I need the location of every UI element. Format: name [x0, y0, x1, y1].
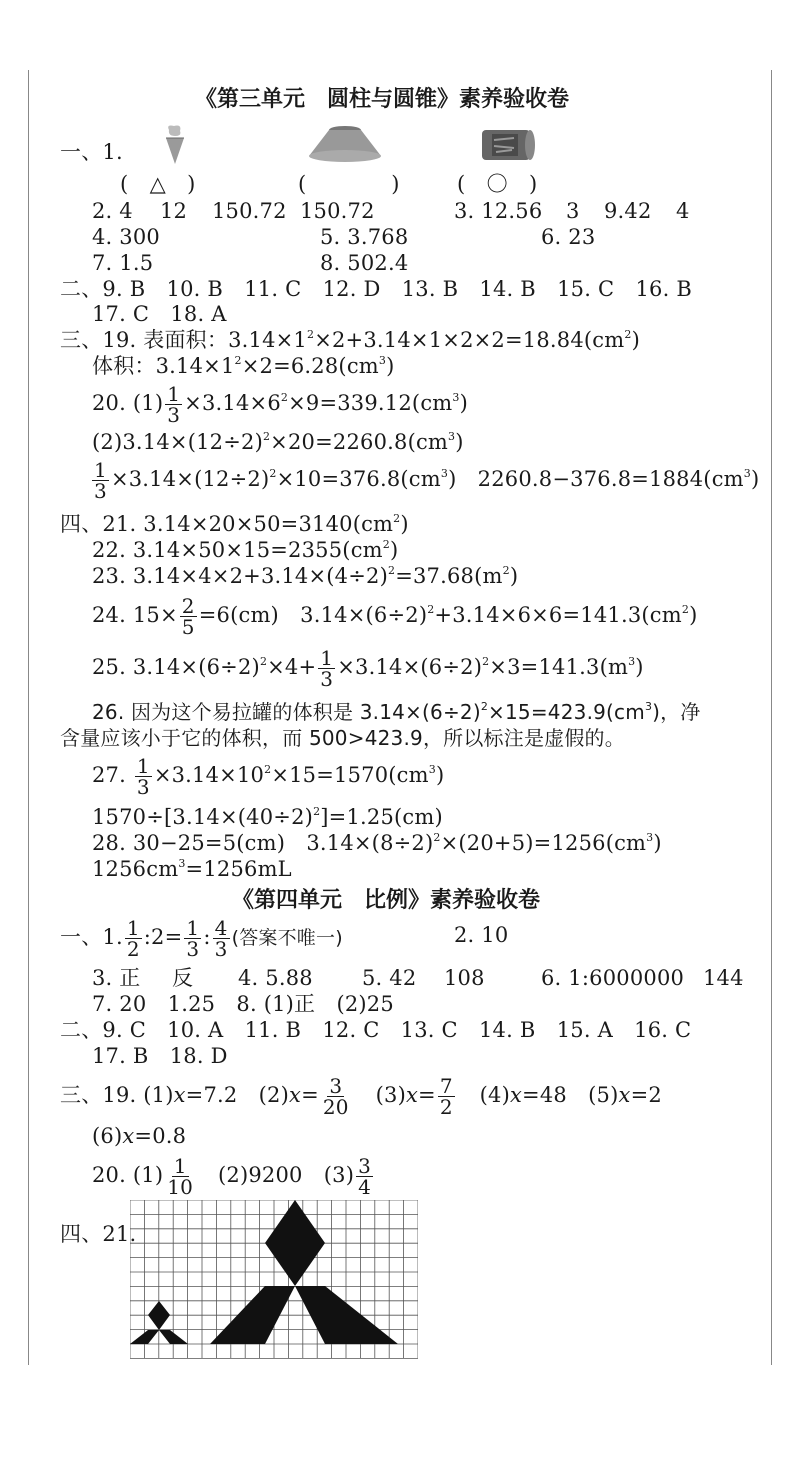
frustum-image: [305, 124, 385, 164]
u4-answer-4: 4. 5.88: [238, 966, 313, 990]
answer-6: 6. 23: [541, 225, 596, 249]
answer-3-d: 4: [676, 199, 690, 223]
q28-second: $1256cm^3=1256mL$: [92, 857, 292, 881]
can-image: [478, 126, 536, 164]
u4-answer-5a: 5. 42: [362, 966, 417, 990]
answer-3-a: 3. 12.56: [454, 199, 543, 223]
u4-section2-line2: 17. B 18. D: [92, 1044, 228, 1068]
section2-line2: 17. C 18. A: [92, 302, 227, 326]
q26-line2: 含量应该小于它的体积，而 500>423.9，所以标注是虚假的。: [60, 726, 625, 750]
u4-q1: 一、1. $\frac{1}{2}$ :2= $\frac{1}{3}$ : $\frac{4}{3}$ (答案不唯一): [60, 916, 343, 961]
q1-label: 一、1.: [60, 140, 123, 164]
u4-answer-5b: 108: [444, 966, 485, 990]
u4-answer-7-8: 7. 20 1.25 8. (1)正 (2)25: [92, 992, 394, 1016]
answer-2-d: 150.72: [300, 199, 375, 223]
fraction-1-10: $\frac{1}{10}$: [167, 1154, 194, 1199]
u4-answer-6b: 144: [703, 966, 744, 990]
section2-line1: 二、9. B 10. B 11. C 12. D 13. B 14. B 15. C 16. B: [60, 277, 692, 301]
u4-answer-2: 2. 10: [454, 923, 509, 947]
q27-second: $1570\div[3.14\times(40\div 2)^2]=1.25(cm)$: [92, 805, 443, 829]
unit3-title: 《第三单元 圆柱与圆锥》素养验收卷: [195, 87, 570, 112]
q1-mark-1: ( △ ): [120, 172, 196, 196]
fraction-1-3: $\frac{1}{3}$: [186, 916, 200, 961]
q20-1: 20. (1) $\frac{1}{3}$ $\times 3.14\times 6^2\times 9=339.12(cm^3)$: [92, 382, 469, 427]
u4-answer-3a: 3. 正: [92, 966, 141, 990]
fraction-2-5: $\frac{2}{5}$: [181, 594, 195, 639]
q1-mark-2: ( ): [298, 172, 400, 196]
unit4-title: 《第四单元 比例》素养验收卷: [232, 888, 541, 913]
fraction-1-3: $\frac{1}{3}$: [94, 458, 107, 503]
u4-q20: 20. (1) $\frac{1}{10}$ (2)9200 (3) $\frac{3}{4}$: [92, 1154, 372, 1199]
u4-q19-row1: 三、19. (1)x=7.2 (2)x= $\frac{3}{20}$ (3)x= $\frac{7}{2}$ (4)x=48 (5)x=2: [60, 1074, 662, 1119]
answer-2-a: 2. 4: [92, 199, 133, 223]
q23: 23. $3.14\times 4\times 2+3.14\times(4\div 2)^2=37.68(m^2)$: [92, 564, 519, 588]
u4-section2-line1: 二、9. C 10. A 11. B 12. C 13. C 14. B 15. A 16. C: [60, 1018, 692, 1042]
answer-4: 4. 300: [92, 225, 160, 249]
answer-7: 7. 1.5: [92, 251, 154, 275]
answer-2-b: 12: [160, 199, 188, 223]
u4-answer-6a: 6. 1:6000000: [541, 966, 685, 990]
q22: 22. $3.14\times 50\times 15=2355(cm^2)$: [92, 538, 399, 562]
fraction-3-20: $\frac{3}{20}$: [322, 1074, 349, 1119]
u4-answer-3b: 反: [172, 966, 194, 990]
q19-surface-area: 三、19. 表面积：$3.14\times 1^2\times 2+3.14\times 1\times 2\times 2=18.84(cm^2)$: [60, 328, 640, 352]
answer-3-c: 9.42: [604, 199, 652, 223]
q20-3: $\frac{1}{3}$ $\times 3.14\times(12\div 2)^2\times 10=376.8(cm^3)$ $2260.8-376.8=1884(cm^3)$: [94, 458, 760, 503]
q26-line1: 26. 因为这个易拉罐的体积是 $3.14\times(6\div 2)^2\times 15=423.9(cm^3)$，净: [92, 700, 701, 724]
q25: 25. $3.14\times(6\div 2)^2\times 4+$ $\frac{1}{3}$ $\times 3.14\times(6\div 2)^2\times 3=141.3(m^3)$: [92, 646, 644, 691]
fraction-3-4: $\frac{3}{4}$: [358, 1154, 372, 1199]
q28: 28. 30−25=5(cm) $3.14\times(8\div 2)^2\times(20+5)=1256(cm^3)$: [92, 831, 662, 855]
fraction-1-3: $\frac{1}{3}$: [167, 382, 181, 427]
fraction-4-3: $\frac{4}{3}$: [214, 916, 228, 961]
right-margin-line: [771, 70, 772, 1365]
q27: 27. $\frac{1}{3}$ $\times 3.14\times 10^2\times 15=1570(cm^3)$: [92, 754, 445, 799]
answer-5: 5. 3.768: [320, 225, 409, 249]
q20-2: $(2)3.14\times(12\div 2)^2\times 20=2260.8(cm^3)$: [92, 430, 464, 454]
answer-8: 8. 502.4: [320, 251, 409, 275]
grid-figure: [130, 1200, 418, 1360]
answer-3-b: 3: [566, 199, 580, 223]
left-margin-line: [28, 70, 29, 1365]
q24: 24. 15× $\frac{2}{5}$ =6(cm) $3.14\times(6\div 2)^2+3.14\times 6\times 6=141.3(cm^2)$: [92, 594, 698, 639]
u4-q21-label: 四、21.: [60, 1222, 137, 1246]
answer-2-c: 150.72: [212, 199, 287, 223]
fraction-7-2: $\frac{7}{2}$: [439, 1074, 453, 1119]
fraction-1-2: $\frac{1}{2}$: [126, 916, 140, 961]
q19-volume: 体积：$3.14\times 1^2\times 2=6.28(cm^3)$: [92, 354, 395, 378]
u4-q19-row2: (6)x=0.8: [92, 1124, 187, 1148]
fraction-1-3: $\frac{1}{3}$: [320, 646, 334, 691]
q21: 四、21. $3.14\times 20\times 50=3140(cm^2)$: [60, 512, 409, 536]
q1-mark-3: ( 〇 ): [457, 172, 538, 196]
cone-image: [160, 124, 190, 166]
fraction-1-3: $\frac{1}{3}$: [136, 754, 150, 799]
